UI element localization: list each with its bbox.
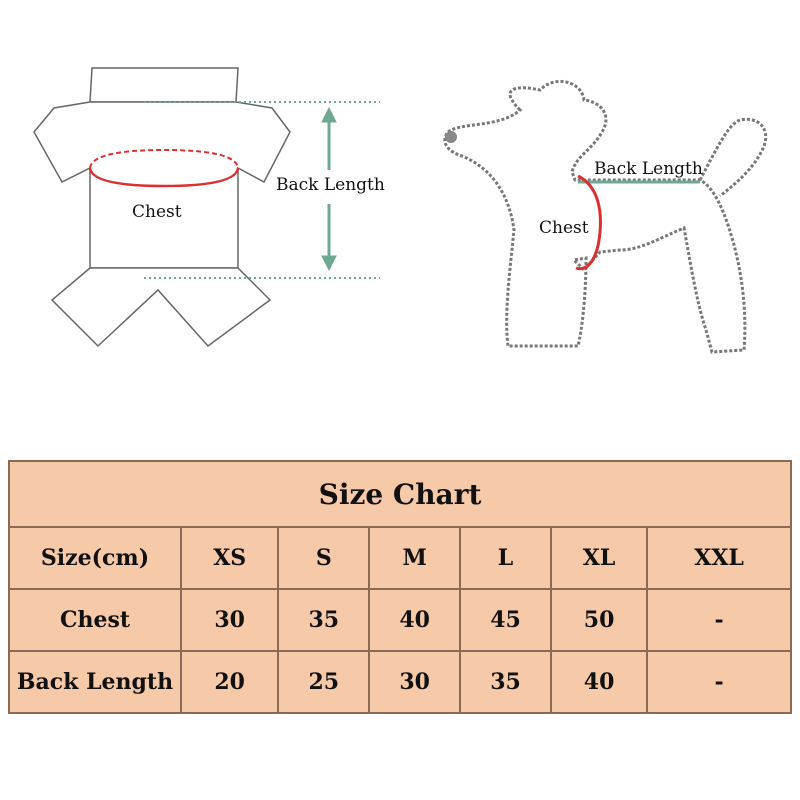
table-row-back-length	[9, 651, 791, 713]
cell-back-xs: 20	[181, 651, 278, 713]
cell-chest-l: 45	[460, 589, 551, 651]
cell-back-s: 25	[278, 651, 369, 713]
header-cell-s: S	[278, 527, 369, 589]
size-chart-title: Size Chart	[9, 461, 791, 527]
cell-chest-xs: 30	[181, 589, 278, 651]
header-cell-xl: XL	[551, 527, 647, 589]
cell-chest-xl: 50	[551, 589, 647, 651]
header-cell-xs: XS	[181, 527, 278, 589]
row-label-back-length: Back Length	[9, 651, 181, 713]
cell-back-xxl: -	[647, 651, 791, 713]
size-chart-title-row	[9, 461, 791, 527]
header-cell-l: L	[460, 527, 551, 589]
header-cell-m: M	[369, 527, 460, 589]
garment-chest-label: Chest	[132, 202, 182, 222]
cell-back-m: 30	[369, 651, 460, 713]
size-chart-table	[8, 460, 792, 714]
cell-chest-xxl: -	[647, 589, 791, 651]
size-chart-header-row	[9, 527, 791, 589]
dog-chest-label: Chest	[539, 218, 589, 238]
dog-back-length-label: Back Length	[594, 159, 703, 179]
cell-back-xl: 40	[551, 651, 647, 713]
header-cell-xxl: XXL	[647, 527, 791, 589]
header-cell-size: Size(cm)	[9, 527, 181, 589]
cell-chest-m: 40	[369, 589, 460, 651]
cell-chest-s: 35	[278, 589, 369, 651]
cell-back-l: 35	[460, 651, 551, 713]
dog-outline	[445, 81, 766, 352]
row-label-chest: Chest	[9, 589, 181, 651]
table-row-chest	[9, 589, 791, 651]
garment-back-length-label: Back Length	[276, 175, 385, 195]
dog-nose	[445, 131, 457, 143]
